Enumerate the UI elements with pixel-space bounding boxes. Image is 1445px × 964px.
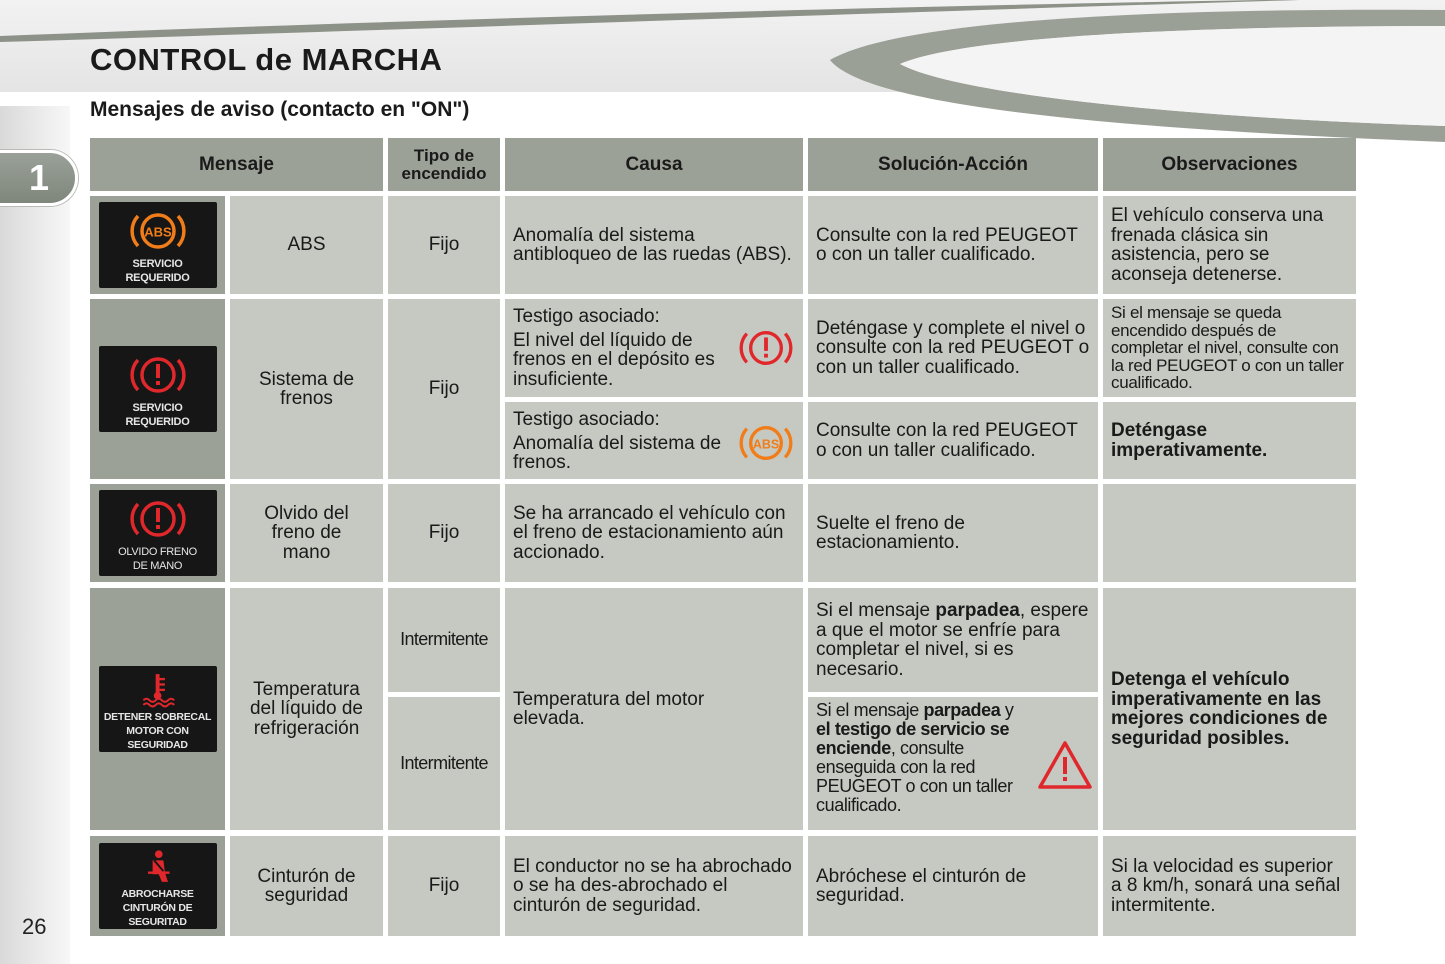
coolant-action-b-text [816,701,1031,815]
brake-warning-icon [129,351,187,399]
brakes-a-action [808,299,1098,397]
abs-notes-text: El vehículo conserva una frenada clásica sin asistencia, pero se aconseja detenerse. [1111,205,1324,285]
brakes-a-cause-title: Testigo asociado: [513,306,660,327]
belt-display-panel [99,843,217,929]
brakes-a-notes-text: Si el mensaje se queda encendido después de completar el nivel, consulte con la red PEUGEOT o con un taller cualificado. [1111,303,1344,393]
coolant-notes [1103,588,1356,830]
belt-action-text: Abróchese el cinturón de seguridad. [816,865,1027,906]
abs-system-icon-label: ABS [752,437,780,452]
belt-action [808,836,1098,936]
coolant-message: Temperatura del líquido de refrigeración [230,588,383,830]
handbrake-warning-icon [129,495,187,543]
handbrake-panel-cell [90,484,225,582]
abs-cause-text: Anomalía del sistema antibloqueo de las ruedas (ABS). [513,224,792,265]
chapter-number: 1 [28,157,49,198]
abs-message: ABS [230,196,383,294]
brakes-b-notes-text: Deténgase imperativamente. [1111,420,1268,461]
col-header-action: Solución-Acción [808,138,1098,191]
belt-cause [505,836,803,936]
brakes-message: Sistema de frenos [230,299,383,479]
brakes-display-panel [99,346,217,432]
coolant-action-b-part2: y [1004,700,1014,720]
coolant-action-b-bold2: el testigo de servicio se enciende [816,719,1010,758]
handbrake-panel-label: OLVIDO FRENO DE MANO [118,546,197,572]
belt-type: Fijo [388,836,500,936]
belt-notes-text: Si la velocidad es superior a 8 km/h, sonará una señal intermitente. [1111,855,1341,916]
col-header-cause: Causa [505,138,803,191]
chapter-tab [0,150,78,206]
belt-panel-label: ABROCHARSE CINTURÓN DE SEGURITAD [121,888,194,928]
handbrake-action [808,484,1098,582]
belt-notes [1103,836,1356,936]
belt-cause-text: El conductor no se ha abrochado o se ha des-abrochado el cinturón de seguridad. [513,855,792,916]
brakes-b-cause-title: Testigo asociado: [513,409,660,430]
coolant-action-a-text [816,601,1090,679]
page-title: CONTROL de MARCHA [90,42,443,77]
coolant-action-a [808,588,1098,692]
brakes-b-action [808,402,1098,479]
side-strip [0,106,70,964]
coolant-display-panel [99,666,217,752]
abs-icon-label: ABS [143,224,172,240]
coolant-cause [505,588,803,830]
coolant-action-a-part1: Si el mensaje [816,600,936,621]
abs-system-warning-icon [737,420,795,466]
coolant-panel-label: DETENER SOBRECAL MOTOR CON SEGURIDAD [103,711,212,751]
handbrake-cause-text: Se ha arrancado el vehículo con el freno de estacionamiento aún accionado. [513,502,786,563]
coolant-action-a-bold: parpadea [935,600,1020,621]
brakes-type: Fijo [388,299,500,479]
abs-panel-label: SERVICIO REQUERIDO [125,258,190,284]
coolant-notes-text: Detenga el vehículo imperativamente en las mejores condiciones de seguridad posibles. [1111,669,1328,749]
brakes-panel-label: SERVICIO REQUERIDO [125,402,190,428]
handbrake-type: Fijo [388,484,500,582]
coolant-panel-cell [90,588,225,830]
col-header-notes: Observaciones [1103,138,1356,191]
brakes-a-cause-text: El nivel del líquido de frenos en el depósito es insuficiente. [513,329,715,390]
belt-panel-cell [90,836,225,936]
handbrake-notes [1103,484,1356,582]
brakes-panel-cell [90,299,225,479]
abs-panel-cell [90,196,225,294]
abs-cause [505,196,803,294]
brakes-b-cause [505,402,803,479]
handbrake-message [230,484,383,582]
coolant-action-b-part3: , consulte enseguida con la red PEUGEOT o con un taller cualificado. [816,738,1013,815]
handbrake-display-panel [99,490,217,576]
coolant-action-b-bold1: parpadea [923,700,1001,720]
coolant-action-b [808,697,1098,830]
abs-type: Fijo [388,196,500,294]
handbrake-action-text: Suelte el freno de estacionamiento. [816,512,965,553]
brake-fluid-warning-icon [737,325,795,371]
belt-message: Cinturón de seguridad [230,836,383,936]
abs-action [808,196,1098,294]
handbrake-cause [505,484,803,582]
brakes-b-notes [1103,402,1356,479]
coolant-cause-text: Temperatura del motor elevada. [513,688,705,729]
abs-action-text: Consulte con la red PEUGEOT o con un taller cualificado. [816,224,1078,265]
col-header-type: Tipo de encendido [388,138,500,191]
coolant-action-b-part1: Si el mensaje [816,700,924,720]
col-header-message: Mensaje [90,138,383,191]
brakes-b-cause-text: Anomalía del sistema de frenos. [513,432,722,473]
brakes-a-notes [1103,299,1356,397]
abs-display-panel [99,202,217,288]
section-subtitle: Mensajes de aviso (contacto en "ON") [90,98,470,121]
coolant-temperature-icon [129,671,187,708]
coolant-type-b: Intermitente [388,697,500,830]
coolant-action-a-part2: , espere a que el motor se enfríe para completar el nivel, si es necesario. [816,600,1089,680]
warning-triangle-icon [1036,739,1094,791]
coolant-type-a: Intermitente [388,588,500,692]
handbrake-message-text: Olvido del freno de mano [264,502,349,563]
brakes-a-action-text: Deténgase y complete el nivel o consulte con la red PEUGEOT o con un taller cualificado. [816,317,1090,378]
abs-warning-icon [129,207,187,255]
brakes-b-action-text: Consulte con la red PEUGEOT o con un taller cualificado. [816,420,1078,461]
page-number: 26 [22,914,47,939]
seatbelt-icon [129,848,187,885]
abs-notes [1103,196,1356,294]
brakes-a-cause [505,299,803,397]
